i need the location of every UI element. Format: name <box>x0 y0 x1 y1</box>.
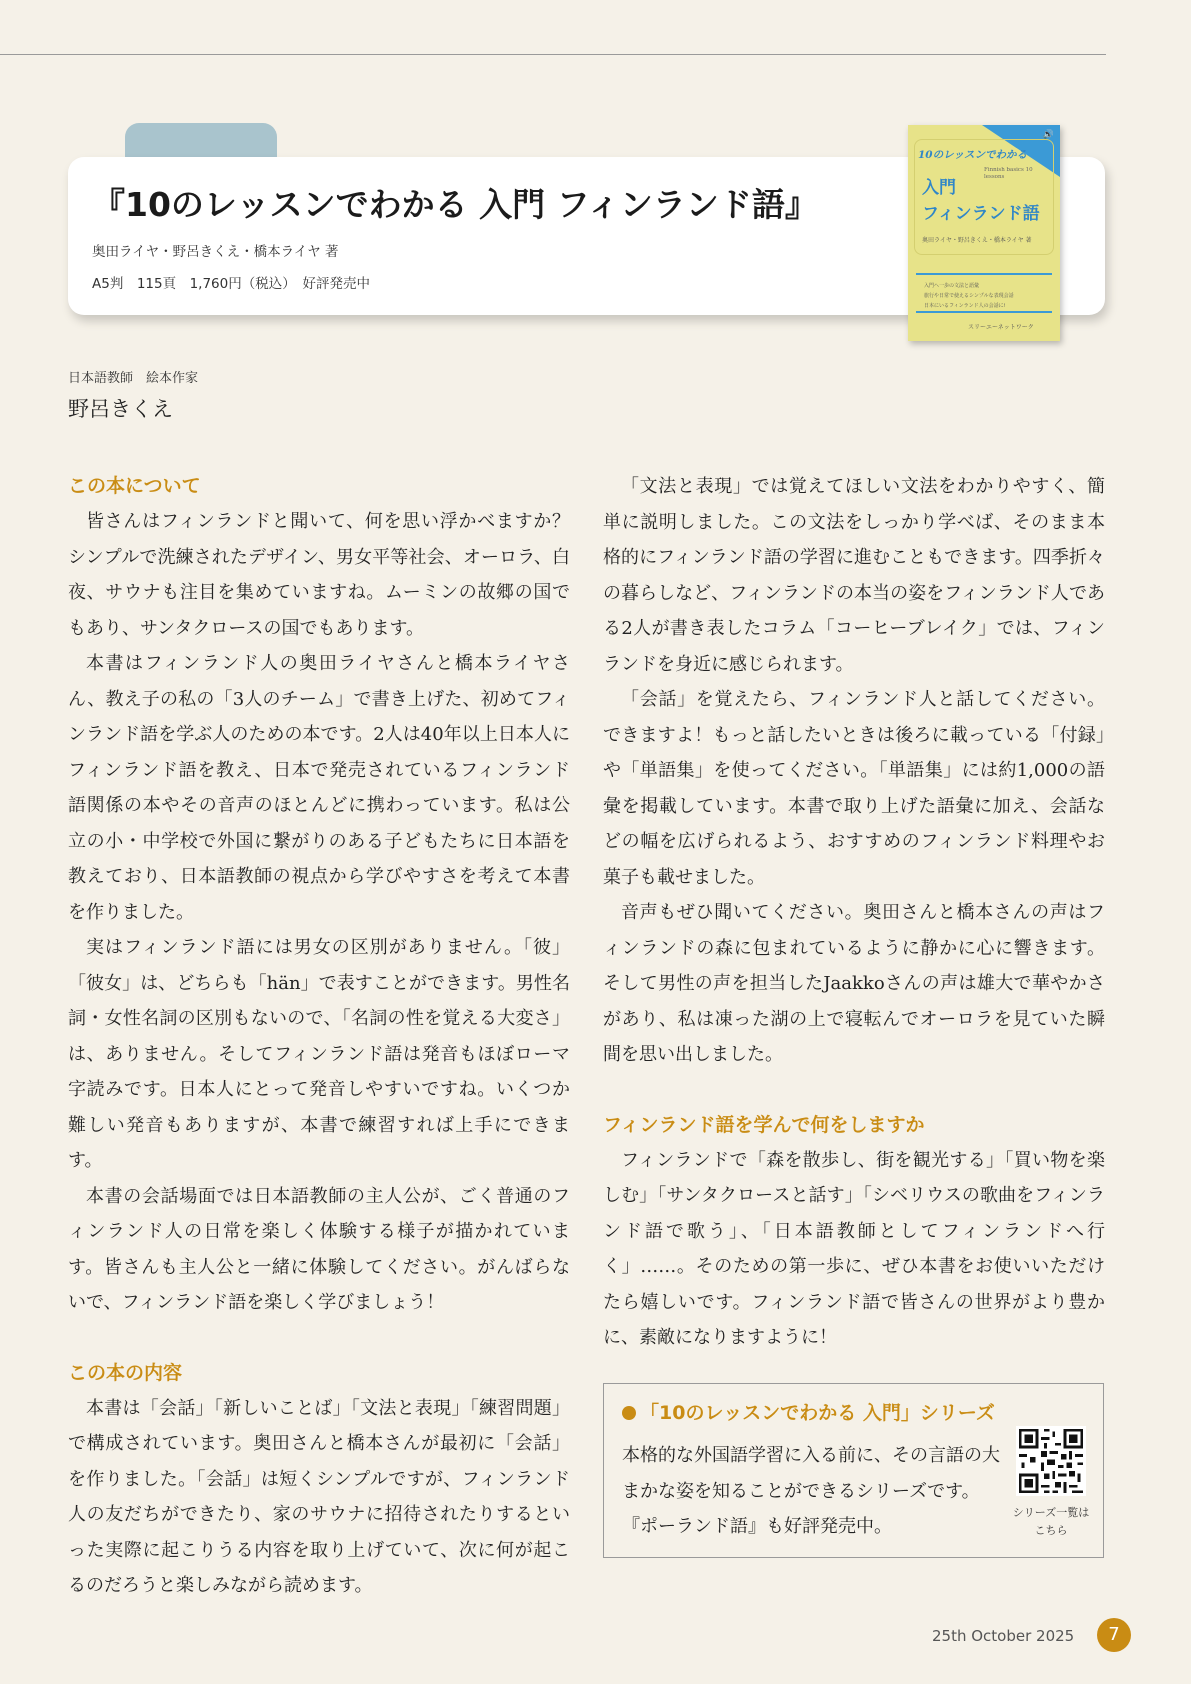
book-meta: A5判 115頁 1,760円（税込） 好評発売中 <box>92 276 370 292</box>
section-heading-purpose: フィンランド語を学んで何をしますか <box>603 1113 925 1136</box>
cover-title-line1: 入門 <box>922 178 956 198</box>
qr-caption-line1: シリーズ一覧は <box>1012 1506 1090 1519</box>
paragraph: 「文法と表現」では覚えてほしい文法をわかりやすく、簡単に説明しました。この文法をしっかり学べば、そのまま本格的にフィンランド語の学習に進むこともできます。四季折々の暮らしなど、フィンランドの本当の姿をフィンランド人である2人が書き表したコラム「コーヒーブレイク」では、フィンランドを身近に感じられます。 <box>603 476 1105 675</box>
left-column <box>68 469 570 1604</box>
book-cover <box>908 125 1060 341</box>
qr-caption <box>996 1504 1106 1540</box>
paragraph: 「会話」を覚えたら、フィンランド人と話してください。できますよ！もっと話したいときは後ろに載っている「付録」や「単語集」を使ってください。「単語集」には約1,000の語彙を掲載しています。本書で取り上げた語彙に加え、会話などの幅を広げられるよう、おすすめのフィンランド料理やお菓子も載せました。 <box>603 689 1105 888</box>
qr-caption-line2: こちら <box>1034 1524 1068 1537</box>
section-heading-contents: この本の内容 <box>68 1361 183 1384</box>
paragraph: 実はフィンランド語には男女の区別がありません。「彼」「彼女」は、どちらも「hän」で表すことができます。男性名詞・女性名詞の区別もないので、「名詞の性を覚える大変さ」は、ありません。そしてフィンランド語は発音もほぼローマ字読みです。日本人にとって発音しやすいですね。いくつか難しい発音もありますが、本書で練習すれば上手にできます。 <box>68 937 570 1171</box>
paragraph: 本書の会話場面では日本語教師の主人公が、ごく普通のフィンランド人の日常を楽しく体験する様子が描かれています。皆さんも主人公と一緒に体験してください。がんばらないで、フィンランド語を楽しく学びましょう！ <box>68 1185 570 1313</box>
right-column <box>603 469 1105 1356</box>
book-title: 『10のレッスンでわかる 入門 フィンランド語』 <box>92 185 818 224</box>
author-role: 日本語教師 絵本作家 <box>68 371 199 386</box>
top-rule <box>0 54 1106 55</box>
cover-title-line2: フィンランド語 <box>922 204 1040 224</box>
cover-divider-top <box>916 273 1052 275</box>
series-box-text: 本格的な外国語学習に入る前に、その言語の大まかな姿を知ることができるシリーズです。『ポーランド語』も好評発売中。 <box>622 1445 1000 1537</box>
bullet-dot-icon <box>622 1406 636 1420</box>
cover-series: 10のレッスンでわかる <box>918 149 1028 161</box>
cover-series-en: Finnish basics 10 lessons <box>984 167 1033 180</box>
cover-feature: 日本にいるフィンランド人の会話に! <box>924 303 1006 309</box>
cover-divider-bottom <box>916 311 1052 313</box>
audio-icon: 🔊 <box>1042 130 1054 140</box>
paragraph: 音声もぜひ聞いてください。奥田さんと橋本さんの声はフィンランドの森に包まれているように静かに心に響きます。そして男性の声を担当したJaakkoさんの声は雄大で華やかさがあり、私は凍った湖の上で寝転んでオーロラを見ていた瞬間を思い出しました。 <box>603 902 1105 1065</box>
series-box-title <box>622 1398 995 1425</box>
cover-authors: 奥田ライヤ・野呂きくえ・橋本ライヤ 著 <box>922 237 1032 244</box>
paragraph: 本書はフィンランド人の奥田ライヤさんと橋本ライヤさん、教え子の私の「3人のチーム」で書き上げた、初めてフィンランド語を学ぶ人のための本です。2人は40年以上日本人にフィンランド語を教え、日本で発売されているフィンランド語関係の本やその音声のほとんどに携わっています。私は公立の小・中学校で外国に繋がりのある子どもたちに日本語を教えており、日本語教師の視点から学びやすさを考えて本書を作りました。 <box>68 653 570 923</box>
cover-feature: 旅行や日常で使えるシンプルな表現会話 <box>924 293 1014 299</box>
cover-feature: 入門へ一歩の文法と語彙 <box>924 283 980 289</box>
section-heading-about: この本について <box>68 475 201 497</box>
series-box-title-text: 「10のレッスンでわかる 入門」シリーズ <box>640 1402 995 1424</box>
issue-date: 25th October 2025 <box>932 1627 1075 1645</box>
paragraph: 皆さんはフィンランドと聞いて、何を思い浮かべますか？シンプルで洗練されたデザイン、男女平等社会、オーロラ、白夜、サウナも注目を集めていますね。ムーミンの故郷の国でもあり、サンタクロースの国でもあります。 <box>68 511 570 639</box>
page-number: 7 <box>1097 1618 1131 1652</box>
cover-publisher: スリーエーネットワーク <box>968 324 1034 331</box>
paragraph: 本書は「会話」「新しいことば」「文法と表現」「練習問題」で構成されています。奥田さんと橋本さんが最初に「会話」を作りました。「会話」は短くシンプルですが、フィンランド人の友だちができたり、家のサウナに招待されたりするといった実際に起こりうる内容を取り上げていて、次に何が起こるのだろうと楽しみながら読めます。 <box>68 1397 570 1596</box>
paragraph: フィンランドで「森を散歩し、街を観光する」「買い物を楽しむ」「サンタクロースと話す」「シベリウスの歌曲をフィンランド語で歌う」、「日本語教師としてフィンランドへ行く」……。そのための第一歩に、ぜひ本書をお使いいただけたら嬉しいです。フィンランド語で皆さんの世界がより豊かに、素敵になりますように！ <box>603 1149 1105 1348</box>
book-authors: 奥田ライヤ・野呂きくえ・橋本ライヤ 著 <box>92 244 339 260</box>
qr-code-icon[interactable] <box>1016 1426 1086 1496</box>
author-name: 野呂きくえ <box>68 397 173 421</box>
series-info-box <box>603 1383 1104 1558</box>
